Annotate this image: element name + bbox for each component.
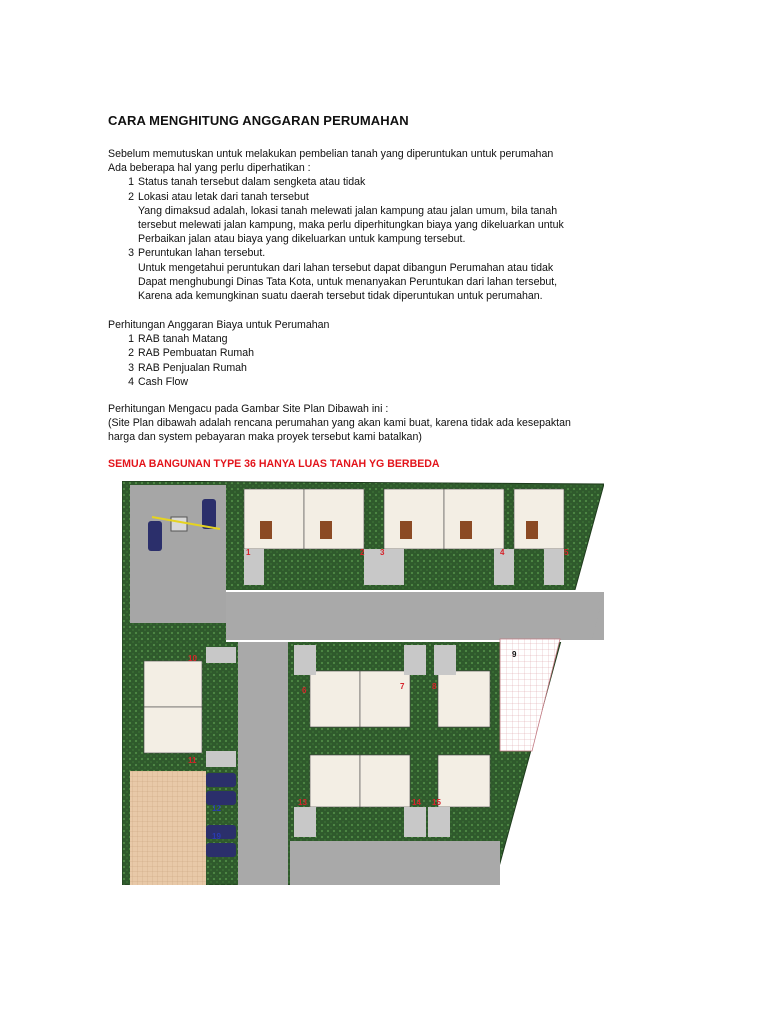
budget-item: [108, 361, 329, 375]
lot-number: 9: [512, 650, 517, 659]
parked-car: [202, 499, 216, 529]
type36-heading: SEMUA BANGUNAN TYPE 36 HANYA LUAS TANAH YG BERBEDA: [108, 458, 440, 470]
budget-block: [108, 318, 329, 389]
list-number: 2: [128, 347, 134, 360]
consideration-item: [108, 175, 564, 189]
cul-de-sac-road: [290, 841, 500, 885]
consideration-item: [108, 190, 564, 204]
budget-item: [108, 375, 329, 389]
consideration-detail: Karena ada kemungkinan suatu daerah tersebut tidak diperuntukan untuk perumahan.: [138, 289, 543, 302]
site-plan-drawing: [122, 481, 604, 885]
budget-item: [108, 346, 329, 360]
consideration-item: [108, 246, 564, 260]
lot-number: 11: [188, 756, 197, 765]
list-text: Lokasi atau letak dari tanah tersebut: [138, 190, 309, 203]
list-number: 1: [128, 176, 134, 189]
lot-number: 10: [188, 654, 197, 663]
consideration-detail: Perbaikan jalan atau biaya yang dikeluarkan untuk kampung tersebut.: [138, 233, 466, 246]
consideration-detail: Dapat menghubungi Dinas Tata Kota, untuk menanyakan Peruntukan dari lahan tersebut,: [138, 275, 558, 288]
list-number: 3: [128, 247, 134, 260]
lot-number: 3: [380, 548, 385, 557]
lot-number: 5: [564, 548, 569, 557]
tiled-parking: [130, 771, 206, 885]
consideration-detail: Untuk mengetahui peruntukan dari lahan tersebut dapat dibangun Perumahan atau tidak: [138, 261, 554, 274]
list-text: RAB Penjualan Rumah: [138, 361, 247, 374]
main-road-vertical: [238, 641, 288, 885]
consideration-detail: tersebut melewati jalan kampung, maka perlu diperhitungkan biaya yang dikeluarkan untuk: [138, 218, 564, 231]
empty-lot-9: [500, 639, 560, 751]
siteplan-note: harga dan system pebayaran maka proyek tersebut kami batalkan): [108, 431, 422, 444]
list-text: Status tanah tersebut dalam sengketa atau tidak: [138, 176, 366, 189]
lot-number: 7: [400, 682, 405, 691]
lot-number: 15: [432, 798, 441, 807]
gate-post: [171, 517, 187, 531]
lot-number: 2: [360, 548, 365, 557]
lot-number: 4: [500, 548, 505, 557]
intro-block: [108, 147, 564, 303]
siteplan-note: (Site Plan dibawah adalah rencana perumahan yang akan kami buat, karena tidak ada kesepaktan: [108, 417, 571, 430]
lot-number: 14: [412, 798, 421, 807]
list-text: Peruntukan lahan tersebut.: [138, 247, 266, 260]
page-title: CARA MENGHITUNG ANGGARAN PERUMAHAN: [108, 113, 409, 128]
consideration-detail: Yang dimaksud adalah, lokasi tanah melewati jalan kampung atau jalan umum, bila tanah: [138, 204, 558, 217]
intro-line: Sebelum memutuskan untuk melakukan pembelian tanah yang diperuntukan untuk perumahan: [108, 148, 554, 160]
list-number: 2: [128, 190, 134, 203]
lot-number: 19: [212, 832, 221, 841]
siteplan-intro-block: [108, 402, 571, 445]
list-text: Cash Flow: [138, 375, 189, 388]
list-number: 4: [128, 375, 134, 388]
lot-number: 13: [298, 798, 307, 807]
list-number: 1: [128, 333, 134, 346]
lot-number: 12: [212, 804, 221, 813]
list-number: 3: [128, 361, 134, 374]
budget-item: [108, 332, 329, 346]
lot-number: 1: [246, 548, 251, 557]
budget-heading: Perhitungan Anggaran Biaya untuk Perumahan: [108, 319, 330, 331]
list-text: RAB tanah Matang: [138, 333, 228, 346]
lot-number: 8: [432, 682, 437, 691]
list-text: RAB Pembuatan Rumah: [138, 347, 255, 360]
parked-car: [148, 521, 162, 551]
intro-line: Ada beberapa hal yang perlu diperhatikan :: [108, 162, 311, 175]
siteplan-heading: Perhitungan Mengacu pada Gambar Site Plan Dibawah ini :: [108, 403, 389, 415]
lot-number: 6: [302, 686, 307, 695]
